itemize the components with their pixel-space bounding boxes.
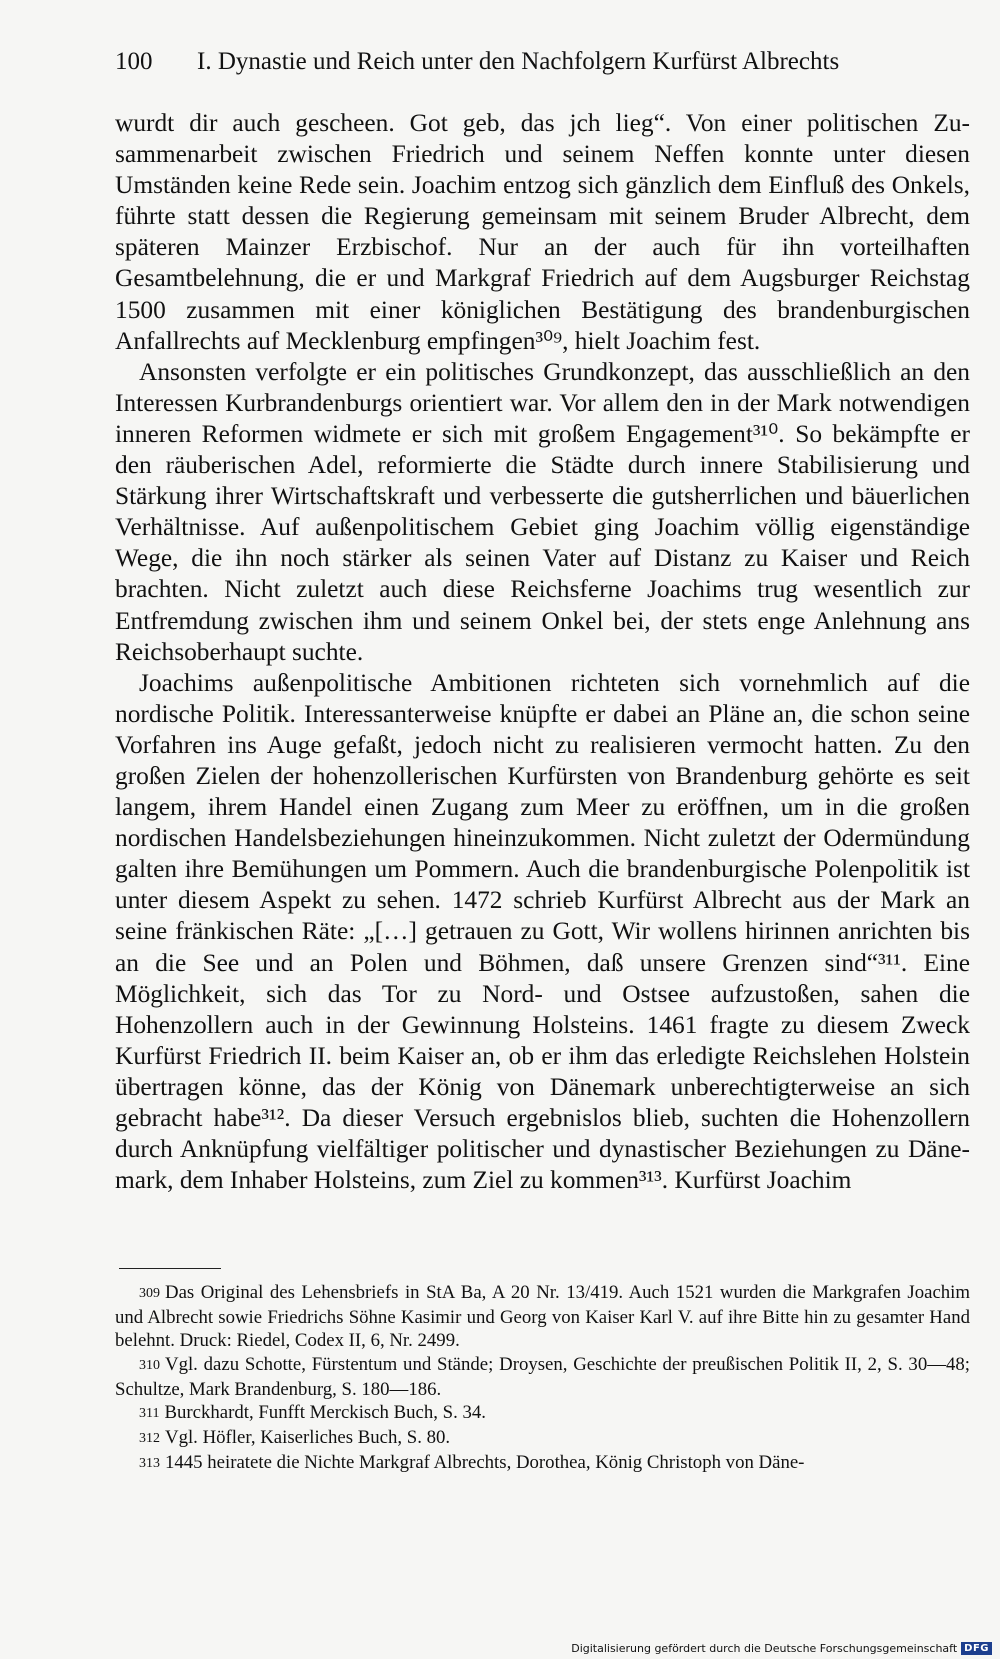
- footnote: [115, 1281, 970, 1353]
- footnote: [115, 1426, 970, 1451]
- footnotes: [115, 1281, 970, 1477]
- main-text: [115, 108, 970, 1196]
- running-header: [115, 48, 885, 76]
- footnote-text: Vgl. Höfler, Kaiserliches Buch, S. 80.: [165, 1427, 451, 1449]
- page-number: 100: [115, 48, 153, 75]
- footnote-text: Das Original des Lehensbriefs in StA Ba, A 20 Nr. 13/419. Auch 1521 wurden die Markgrafen Joachim und Albrecht sowie Friedrichs Söhne Kasimir und Georg von Kaiser Karl V. auf ihre Bitte hin zu gesamter Hand belehnt. Druck: Riedel, Codex II, 6, Nr. 2499.: [115, 1282, 970, 1352]
- footnote-number: 312: [139, 1431, 160, 1447]
- footnote: [115, 1353, 970, 1401]
- footnote-number: 310: [139, 1357, 160, 1373]
- running-title: I. Dynastie und Reich unter den Nachfolgern Kurfürst Albrechts: [197, 48, 840, 75]
- paragraph: Ansonsten verfolgte er ein politisches Grundkonzept, das ausschließlich an den Interessen Kurbrandenburgs orientiert war. Vor allem den in der Mark notwendigen inneren Reformen widmete er sich mit großem Engagement³¹⁰. So bekämpfte er den räuberischen Adel, reformierte die Städte durch innere Stabilisierung und Stärkung ihrer Wirtschaftskraft und verbesserte die gutsherrlichen und bäuerlichen Verhältnisse. Auf außenpolitischem Gebiet ging Joachim völlig eigenständige Wege, die ihn noch stärker als seinen Vater auf Distanz zu Kaiser und Reich brachten. Nicht zuletzt auch diese Reichsferne Joachims trug wesentlich zur Entfremdung zwischen ihm und seinem Onkel bei, der stets enge Anlehnung ans Reichsoberhaupt suchte.: [115, 357, 970, 666]
- footnote-number: 311: [139, 1406, 160, 1422]
- footnote-rule: [119, 1268, 221, 1269]
- footnote-number: 313: [139, 1456, 160, 1472]
- paragraph: wurdt dir auch gescheen. Got geb, das jch lieg“. Von einer politischen Zusammenarbeit zwischen Friedrich und seinem Neffen konnte unter diesen Umständen keine Rede sein. Joachim entzog sich gänzlich dem Einfluß des Onkels, führte statt dessen die Regierung gemeinsam mit seinem Bruder Albrecht, dem späteren Mainzer Erzbischof. Nur an der auch für ihn vorteilhaften Gesamtbelehnung, die er und Markgraf Friedrich auf dem Augsburger Reichstag 1500 zusammen mit einer königlichen Bestätigung des brandenburgischen Anfallrechts auf Mecklenburg empfingen³⁰⁹, hielt Joachim fest.: [115, 109, 970, 355]
- footnote-text: Vgl. dazu Schotte, Fürstentum und Stände; Droysen, Geschichte der preußischen Politik II, 2, S. 30—48; Schultze, Mark Brandenburg, S. 180—186.: [115, 1353, 970, 1400]
- digitization-credit: [571, 1642, 992, 1655]
- footnote: [115, 1401, 970, 1426]
- footnote-text: 1445 heiratete die Nichte Markgraf Albrechts, Dorothea, König Christoph von Däne-: [165, 1452, 805, 1474]
- paragraph: Joachims außenpolitische Ambitionen richteten sich vornehmlich auf die nordische Politik. Interessanterweise knüpfte er dabei an Pläne an, die schon seine Vorfahren ins Auge gefaßt, jedoch nicht zu realisieren vermocht hatten. Zu den großen Zielen der hohenzollerischen Kurfürsten von Brandenburg gehörte es seit langem, ihrem Handel einen Zugang zum Meer zu eröffnen, um in die großen nordischen Handelsbeziehungen hineinzukommen. Nicht zuletzt der Odermündung galten ihre Bemühungen um Pommern. Auch die brandenburgische Polenpolitik ist unter diesem Aspekt zu sehen. 1472 schrieb Kurfürst Albrecht aus der Mark an seine fränkischen Räte: „[…] getrauen zu Gott, Wir wollens hirinnen anrichten bis an die See und an Polen und Böhmen, daß unsere Grenzen sind“³¹¹. Eine Möglichkeit, sich das Tor zu Nord- und Ostsee aufzustoßen, sahen die Hohenzollern auch in der Gewinnung Holsteins. 1461 fragte zu diesem Zweck Kurfürst Friedrich II. beim Kaiser an, ob er ihm das erledigte Reichslehen Holstein übertragen könne, das der König von Dänemark unberechtigterweise an sich gebracht habe³¹². Da dieser Versuch ergebnislos blieb, suchten die Hohenzollern durch Anknüpfung vielfältiger politischer und dynastischer Beziehungen zu Dänemark, dem Inhaber Holsteins, zum Ziel zu kommen³¹³. Kurfürst Joachim: [115, 668, 970, 1195]
- dfg-logo-icon: DFG: [961, 1642, 992, 1655]
- footnote-text: Burckhardt, Funfft Merckisch Buch, S. 34.: [164, 1402, 486, 1424]
- footnote: [115, 1451, 970, 1476]
- footnote-number: 309: [139, 1286, 160, 1301]
- credit-text: Digitalisierung gefördert durch die Deutsche Forschungsgemeinschaft: [571, 1642, 958, 1655]
